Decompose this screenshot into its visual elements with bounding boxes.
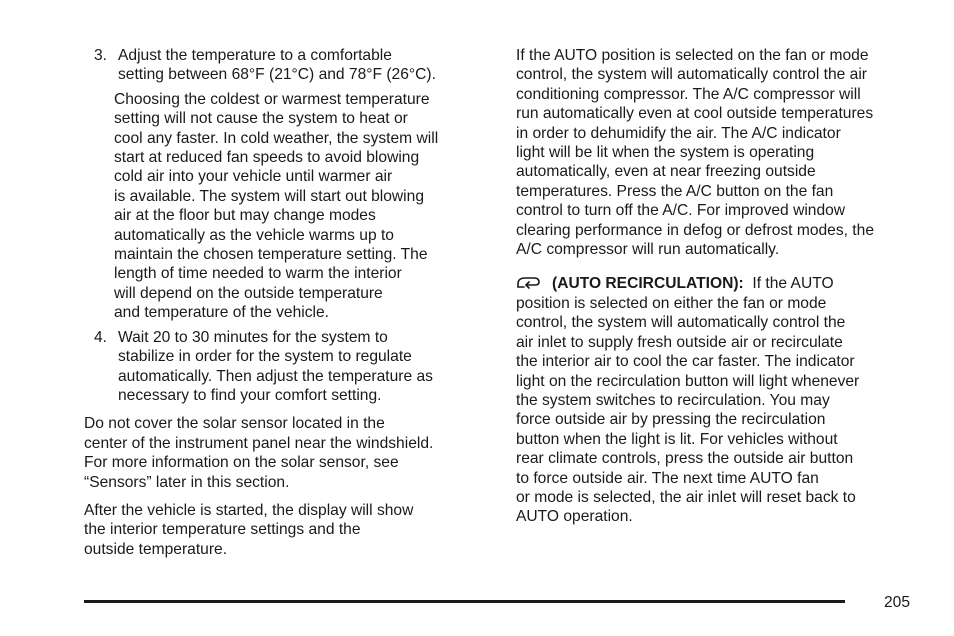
recirculation-first-line: If the AUTO: [752, 275, 834, 293]
paragraph-line: light will be lit when the system is operating: [516, 144, 815, 162]
step-4-number: 4.: [94, 328, 108, 346]
paragraph-line: outside temperature.: [84, 540, 228, 558]
recirculation-heading-row: [516, 274, 926, 293]
solar-sensor-paragraph: [84, 414, 494, 492]
right-column: [516, 46, 926, 527]
note-line: cool any faster. In cold weather, the system will: [114, 129, 439, 147]
note-line: Choosing the coldest or warmest temperature: [114, 90, 430, 108]
paragraph-line: center of the instrument panel near the windshield.: [84, 434, 434, 452]
step-3-number: 3.: [94, 47, 108, 64]
paragraph-line: automatically, even at near freezing outside: [516, 163, 816, 181]
paragraph-line: the interior temperature settings and the: [84, 521, 361, 539]
paragraph-line: Do not cover the solar sensor located in the: [84, 415, 385, 433]
page-number: 205: [884, 594, 911, 611]
note-line: start at reduced fan speeds to avoid blowing: [114, 149, 420, 167]
paragraph-line: force outside air by pressing the recirculation: [516, 411, 826, 429]
left-column: [84, 46, 494, 559]
paragraph-line: After the vehicle is started, the display will show: [84, 501, 414, 519]
paragraph-line: air inlet to supply fresh outside air or recirculate: [516, 333, 843, 351]
note-line: will depend on the outside temperature: [114, 284, 383, 302]
step-4-line: necessary to find your comfort setting.: [118, 386, 382, 404]
paragraph-line: button when the light is lit. For vehicles without: [516, 430, 838, 448]
recirculation-heading: (AUTO RECIRCULATION):: [552, 275, 744, 293]
paragraph-line: If the AUTO position is selected on the fan or mode: [516, 47, 869, 64]
paragraph-line: clearing performance in defog or defrost modes, the: [516, 221, 874, 239]
paragraph-line: control, the system will automatically control the air: [516, 66, 867, 84]
step-4-line: Wait 20 to 30 minutes for the system to: [118, 328, 388, 346]
paragraph-line: AUTO operation.: [516, 508, 633, 526]
paragraph-line: A/C compressor will run automatically.: [516, 241, 780, 259]
step-4-line: stabilize in order for the system to regulate: [118, 348, 412, 366]
paragraph-line: position is selected on either the fan or mode: [516, 294, 827, 312]
step-4: [84, 328, 494, 406]
paragraph-line: rear climate controls, press the outside air button: [516, 450, 854, 468]
paragraph-line: or mode is selected, the air inlet will reset back to: [516, 488, 856, 506]
paragraph-line: to force outside air. The next time AUTO fan: [516, 469, 819, 487]
note-line: setting will not cause the system to heat or: [114, 110, 408, 128]
note-line: cold air into your vehicle until warmer air: [114, 168, 393, 186]
note-line: air at the floor but may change modes: [114, 207, 376, 225]
step-3-note: [84, 90, 494, 323]
paragraph-line: the system switches to recirculation. You may: [516, 391, 830, 409]
paragraph-line: in order to dehumidify the air. The A/C indicator: [516, 124, 841, 142]
paragraph-line: “Sensors” later in this section.: [84, 473, 290, 491]
paragraph-line: light on the recirculation button will light whenever: [516, 372, 860, 390]
paragraph-line: For more information on the solar sensor, see: [84, 454, 399, 472]
paragraph-line: conditioning compressor. The A/C compressor will: [516, 85, 861, 103]
paragraph-line: temperatures. Press the A/C button on the fan: [516, 182, 834, 200]
note-line: length of time needed to warm the interior: [114, 265, 402, 283]
paragraph-line: the interior air to cool the car faster. The indicator: [516, 353, 855, 371]
display-paragraph: [84, 501, 494, 559]
step-3-line: Adjust the temperature to a comfortable: [118, 47, 392, 64]
note-line: is available. The system will start out blowing: [114, 187, 424, 205]
note-line: automatically as the vehicle warms up to: [114, 226, 394, 244]
footer-rule: [84, 600, 845, 603]
recirculation-icon: [516, 275, 542, 289]
auto-paragraph: [516, 46, 926, 259]
note-line: and temperature of the vehicle.: [114, 304, 329, 322]
auto-recirculation-paragraph: [516, 274, 926, 526]
paragraph-line: control to turn off the A/C. For improved window: [516, 202, 846, 220]
paragraph-line: control, the system will automatically control the: [516, 314, 846, 332]
step-3: [84, 46, 494, 85]
step-4-line: automatically. Then adjust the temperature as: [118, 367, 433, 385]
note-line: maintain the chosen temperature setting. The: [114, 246, 428, 264]
step-3-line: setting between 68°F (21°C) and 78°F (26°C).: [118, 66, 436, 84]
paragraph-line: run automatically even at cool outside temperatures: [516, 105, 874, 123]
